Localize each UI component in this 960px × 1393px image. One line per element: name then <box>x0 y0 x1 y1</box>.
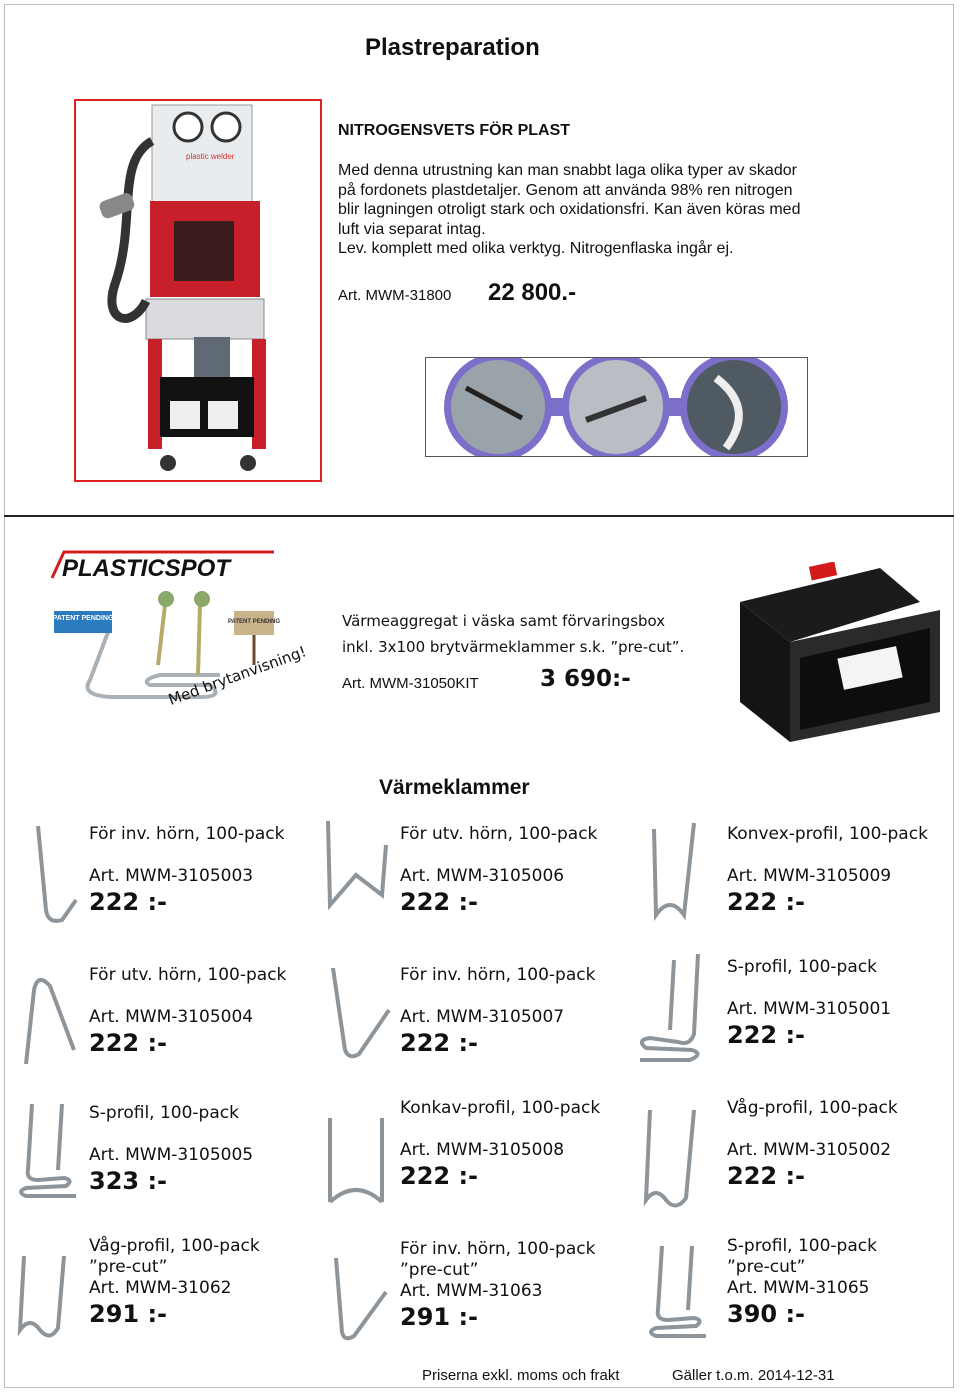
kit-line-2: inkl. 3x100 brytvärmeklammer s.k. ”pre-cut”. <box>342 638 685 656</box>
plasticspot-logo <box>50 548 276 587</box>
nitro-heading: NITROGENSVETS FÖR PLAST <box>338 122 571 139</box>
product-desc: Konkav-profil, 100-pack <box>400 1098 601 1118</box>
product-desc: Våg-profil, 100-pack <box>727 1098 898 1118</box>
logo-text: PLASTICSPOT <box>62 555 231 582</box>
nitro-article: Art. MWM-31800 <box>338 287 452 304</box>
kit-price: 3 690:- <box>540 666 631 692</box>
product-article: Art. MWM-31063 <box>400 1281 543 1301</box>
desc-line: Med denna utrustning kan man snabbt laga olika typer av skador <box>338 162 797 179</box>
footer-validity: Gäller t.o.m. 2014-12-31 <box>672 1367 835 1384</box>
product-article: Art. MWM-3105009 <box>727 866 892 886</box>
product-item <box>89 824 284 917</box>
product-item <box>400 824 597 917</box>
product-item <box>400 1098 600 1191</box>
clip-wave-icon <box>636 1100 716 1212</box>
patent-badge-2: PATENT PENDING <box>227 619 281 625</box>
clip-s-profile-precut-icon <box>640 1240 716 1340</box>
product-desc: S-profil, 100-pack <box>727 1236 877 1256</box>
machine-label: plastic welder <box>186 152 235 161</box>
clip-convex-icon <box>640 815 712 923</box>
desc-line: på fordonets plastdetaljer. Genom att använda 98% ren nitrogen <box>338 181 793 199</box>
clip-inner-corner-icon <box>18 820 82 932</box>
page-title: Plastreparation <box>365 34 540 61</box>
product-precut: ”pre-cut” <box>89 1257 168 1277</box>
clip-outer-corner-icon <box>322 815 392 915</box>
footer-prices-note: Priserna exkl. moms och frakt <box>422 1367 620 1384</box>
product-item <box>89 1103 253 1196</box>
kit-line-1: Värmeaggregat i väska samt förvaringsbox <box>342 612 666 630</box>
product-desc: För utv. hörn, 100-pack <box>89 965 287 985</box>
product-desc: Våg-profil, 100-pack <box>89 1236 260 1256</box>
product-article: Art. MWM-3105007 <box>400 1007 565 1027</box>
clip-concave-icon <box>322 1108 394 1208</box>
product-desc: För inv. hörn, 100-pack <box>400 1239 596 1259</box>
product-price: 291 :- <box>89 1300 168 1328</box>
product-article: Art. MWM-3105008 <box>400 1140 565 1160</box>
clip-outer-corner-icon <box>16 960 80 1070</box>
kit-article: Art. MWM-31050KIT <box>342 675 479 692</box>
product-price: 222 :- <box>400 1162 479 1190</box>
product-article: Art. MWM-31062 <box>89 1278 232 1298</box>
product-price: 222 :- <box>727 888 806 916</box>
product-article: Art. MWM-3105005 <box>89 1145 254 1165</box>
product-item <box>727 957 891 1050</box>
product-price: 222 :- <box>727 1021 806 1049</box>
nitro-description <box>338 161 898 259</box>
product-article: Art. MWM-3105001 <box>727 999 892 1019</box>
product-article: Art. MWM-3105006 <box>400 866 565 886</box>
product-desc: För utv. hörn, 100-pack <box>400 824 598 844</box>
clip-inner-corner-icon <box>325 960 395 1064</box>
product-desc: S-profil, 100-pack <box>89 1103 239 1123</box>
product-price: 222 :- <box>400 888 479 916</box>
clip-s-profile-icon <box>630 950 716 1068</box>
product-price: 390 :- <box>727 1300 806 1328</box>
clip-inner-corner-precut-icon <box>326 1252 396 1344</box>
product-article: Art. MWM-31065 <box>727 1278 870 1298</box>
product-item <box>400 965 595 1058</box>
product-article: Art. MWM-3105004 <box>89 1007 254 1027</box>
product-item <box>400 1239 595 1332</box>
product-desc: För inv. hörn, 100-pack <box>89 824 285 844</box>
clip-s-profile-icon <box>12 1100 84 1200</box>
product-desc: S-profil, 100-pack <box>727 957 877 977</box>
product-precut: ”pre-cut” <box>727 1257 806 1277</box>
product-price: 222 :- <box>89 1029 168 1057</box>
welder-machine-image <box>74 99 322 482</box>
product-item <box>727 824 928 917</box>
desc-line: Lev. komplett med olika verktyg. Nitrogenflaska ingår ej. <box>338 240 734 257</box>
clip-wave-precut-icon <box>8 1250 88 1346</box>
product-article: Art. MWM-3105002 <box>727 1140 892 1160</box>
break-note: Med brytanvisning! <box>166 642 309 709</box>
desc-line: blir lagningen otroligt stark och oxidationsfri. Kan även köras med <box>338 201 801 218</box>
product-desc: För inv. hörn, 100-pack <box>400 965 596 985</box>
product-item <box>89 965 286 1058</box>
product-item <box>727 1098 898 1191</box>
product-item <box>89 1236 260 1329</box>
desc-line: luft via separat intag. <box>338 220 486 238</box>
section-title: Värmeklammer <box>379 776 530 799</box>
product-price: 291 :- <box>400 1303 479 1331</box>
repair-process-images <box>425 357 808 457</box>
patent-badge-1: PATENT PENDING <box>52 615 114 622</box>
product-price: 222 :- <box>727 1162 806 1190</box>
tool-case-image <box>730 562 944 757</box>
product-price: 323 :- <box>89 1167 168 1195</box>
product-item <box>727 1236 877 1329</box>
product-article: Art. MWM-3105003 <box>89 866 254 886</box>
product-price: 222 :- <box>400 1029 479 1057</box>
product-precut: ”pre-cut” <box>400 1260 479 1280</box>
section-divider <box>4 515 954 517</box>
product-desc: Konvex-profil, 100-pack <box>727 824 928 844</box>
nitro-price: 22 800.- <box>488 279 577 306</box>
product-price: 222 :- <box>89 888 168 916</box>
